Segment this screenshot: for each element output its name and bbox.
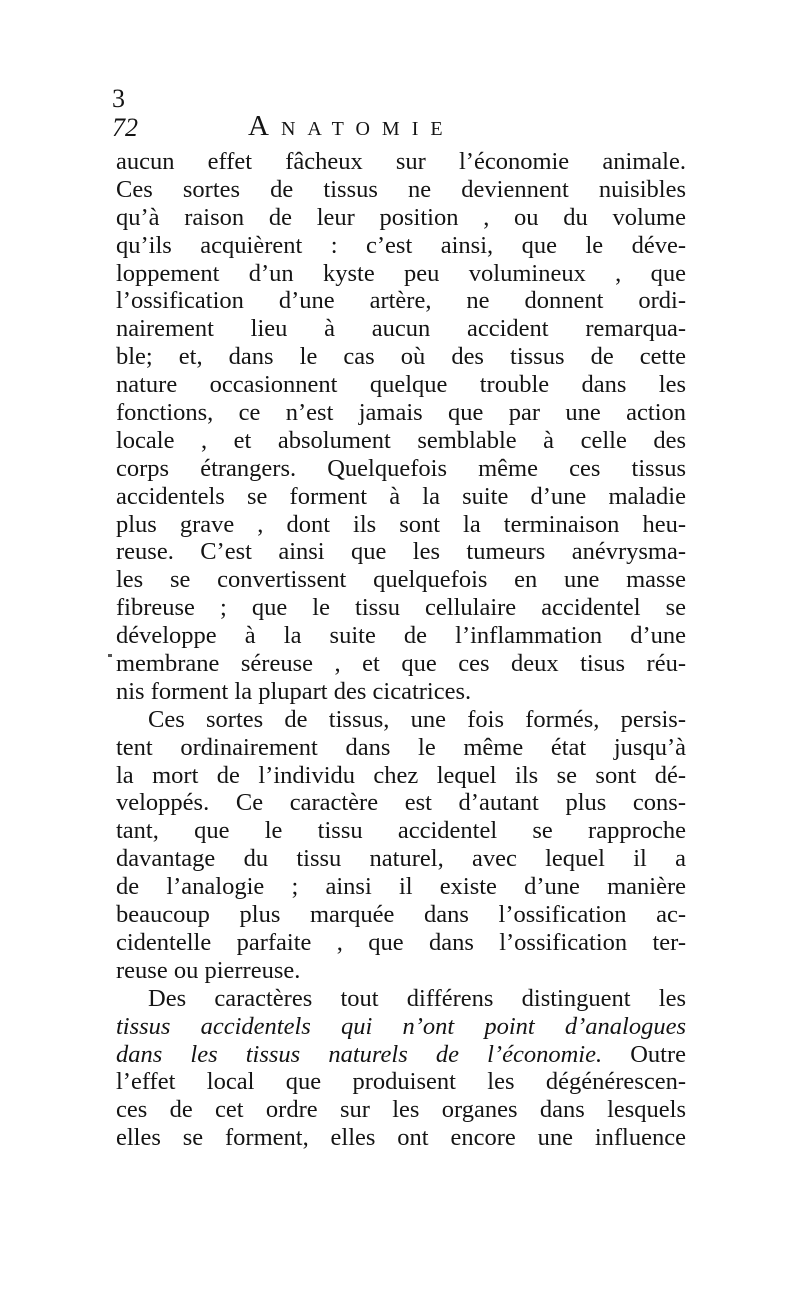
text-line: fonctions, ce n’est jamais que par une action (116, 399, 686, 427)
text-line: beaucoup plus marquée dans l’ossification ac- (116, 901, 686, 929)
text-line: corps étrangers. Quelquefois même ces tissus (116, 454, 686, 482)
page-number: 72 (112, 113, 138, 142)
text-line: qu’à raison de leur position , ou du volume (116, 203, 686, 231)
text-line: ble; et, dans le cas où des tissus de cette (116, 343, 686, 371)
text-line: locale , et absolument semblable à celle des (116, 426, 686, 454)
text-line: reuse. C’est ainsi que les tumeurs anévrysma- (116, 538, 686, 566)
text-line: aucun effet fâcheux sur l’économie animale. (116, 148, 686, 175)
printer-signature-mark: 3 (112, 84, 125, 113)
text-line: nairement lieu à aucun accident remarqua- (116, 315, 686, 343)
text-line: ces de cet ordre sur les organes dans lesquels (116, 1096, 686, 1124)
text-line: tant, que le tissu accidentel se rapproche (116, 817, 686, 845)
body-text (116, 148, 686, 1152)
mixed-text-line (116, 1041, 686, 1069)
paragraph-end-line: reuse ou pierreuse. (116, 956, 301, 984)
text-line: veloppés. Ce caractère est d’autant plus cons- (116, 789, 686, 817)
running-head: Anatomie (248, 110, 455, 142)
text-line: nature occasionnent quelque trouble dans les (116, 371, 686, 399)
text-line: l’effet local que produisent les dégénérescen- (116, 1068, 686, 1096)
text-phrase: Outre (602, 1040, 686, 1068)
text-line: la mort de l’individu chez lequel ils se sont dé- (116, 761, 686, 789)
paragraph-start-line: Des caractères tout différens distinguent les (148, 984, 686, 1012)
text-line: elles se forment, elles ont encore une influence (116, 1124, 686, 1152)
text-line: membrane séreuse , et que ces deux tisus réu- (116, 650, 686, 678)
italic-text-line: tissus accidentels qui n’ont point d’analogues (116, 1012, 686, 1040)
margin-mark (108, 654, 112, 657)
text-line: davantage du tissu naturel, avec lequel il a (116, 845, 686, 873)
text-line: développe à la suite de l’inflammation d’une (116, 622, 686, 650)
text-line: les se convertissent quelquefois en une masse (116, 566, 686, 594)
text-line: accidentels se forment à la suite d’une maladie (116, 482, 686, 510)
text-line: plus grave , dont ils sont la terminaison heu- (116, 510, 686, 538)
text-line: cidentelle parfaite , que dans l’ossification ter- (116, 928, 686, 956)
paragraph-start-line: Ces sortes de tissus, une fois formés, persis- (148, 705, 686, 733)
text-line: l’ossification d’une artère, ne donnent ordi- (116, 287, 686, 315)
text-line: qu’ils acquièrent : c’est ainsi, que le déve- (116, 231, 686, 259)
italic-phrase: dans les tissus naturels de l’économie. (116, 1040, 603, 1068)
text-line: loppement d’un kyste peu volumineux , que (116, 259, 686, 287)
text-line: fibreuse ; que le tissu cellulaire accidentel se (116, 594, 686, 622)
paragraph-end-line: nis forment la plupart des cicatrices. (116, 677, 472, 705)
text-line: Ces sortes de tissus ne deviennent nuisibles (116, 175, 686, 203)
text-line: de l’analogie ; ainsi il existe d’une manière (116, 873, 686, 901)
text-line: tent ordinairement dans le même état jusqu’à (116, 733, 686, 761)
